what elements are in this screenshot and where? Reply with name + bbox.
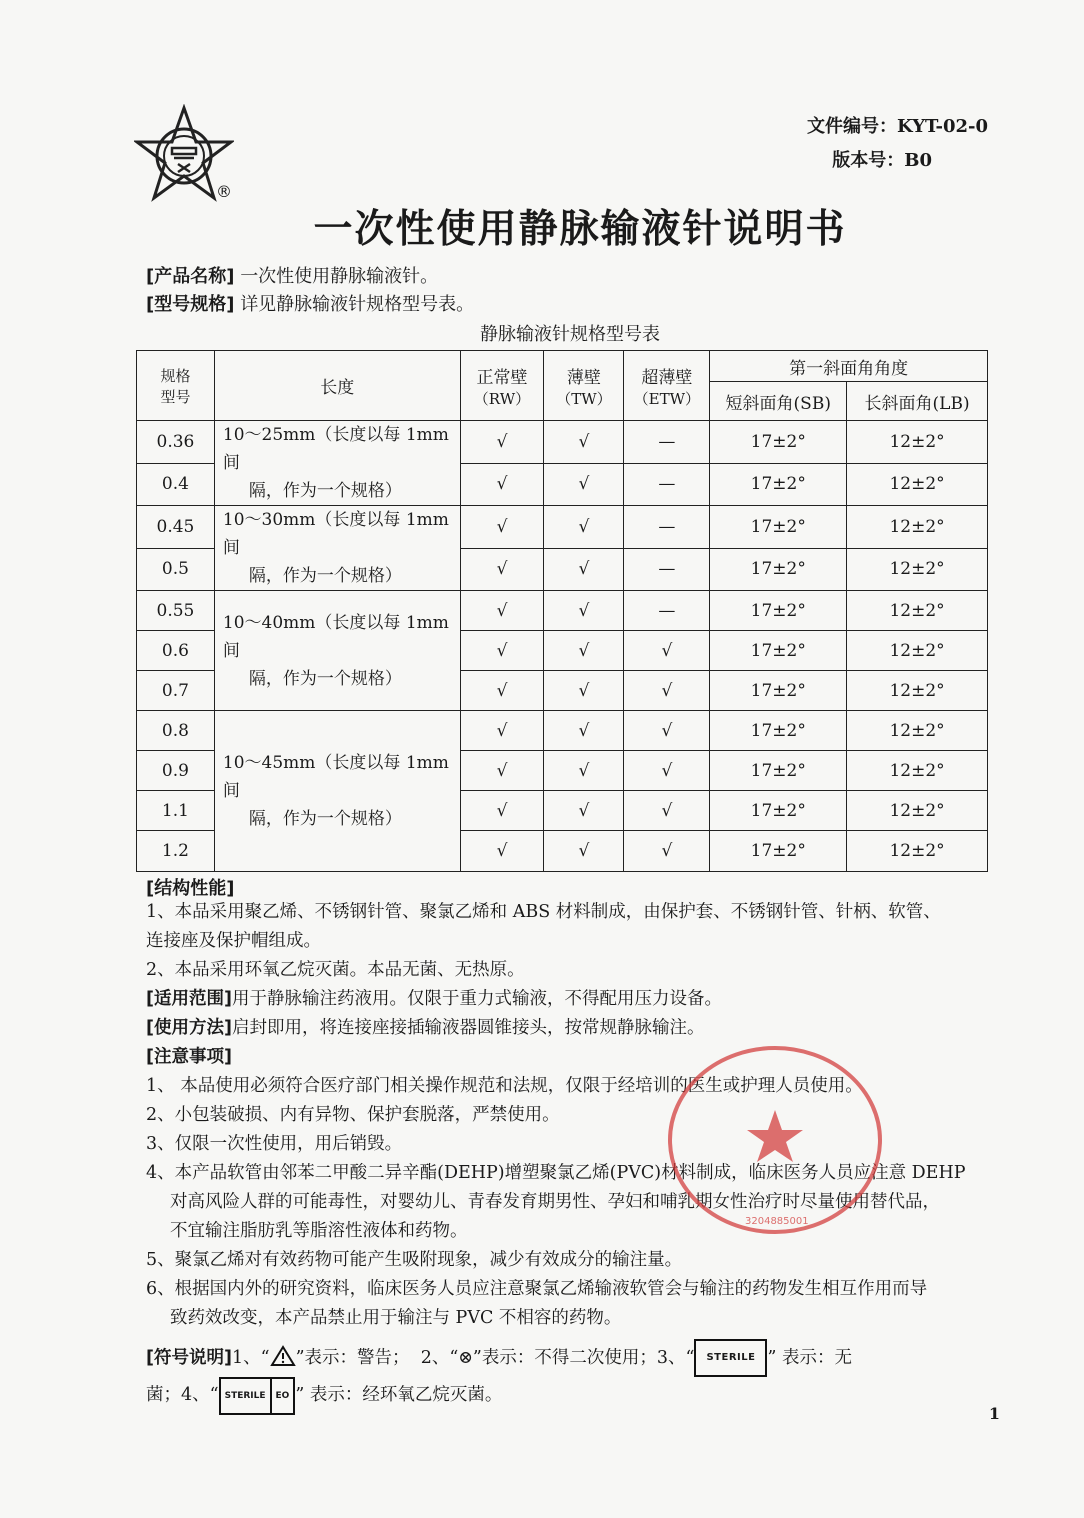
cell-rw: √ — [460, 548, 544, 591]
header-rw: 正常壁 （RW） — [460, 351, 544, 421]
cell-sb: 17±2° — [710, 751, 847, 791]
table-row — [137, 711, 988, 751]
header-length: 长度 — [214, 351, 460, 421]
cell-tw: √ — [544, 463, 624, 506]
structure-item-1-line-1: 1、本品采用聚乙烯、不锈钢针管、聚氯乙烯和 ABS 材料制成，由保护套、不锈钢针管、针柄、软管、 — [146, 902, 941, 922]
cell-tw: √ — [544, 791, 624, 831]
cell-etw: — — [624, 548, 710, 591]
header-sb: 短斜面角(SB) — [710, 382, 847, 421]
warning-triangle-icon — [270, 1345, 296, 1367]
cell-length: 10～40mm（长度以每 1mm 间 隔，作为一个规格） — [214, 591, 460, 711]
cell-tw: √ — [544, 711, 624, 751]
caution-item-4-line-3: 不宜输注脂肪乳等脂溶性液体和药物。 — [170, 1221, 468, 1241]
cell-tw: √ — [544, 671, 624, 711]
page-title: 一次性使用静脉输液针说明书 — [313, 207, 847, 252]
cell-rw: √ — [460, 711, 544, 751]
cell-tw: √ — [544, 506, 624, 549]
header-tw: 薄壁 （TW） — [544, 351, 624, 421]
caution-item-3: 3、仅限一次性使用，用后销毁。 — [146, 1134, 403, 1154]
cell-spec: 0.45 — [137, 506, 215, 549]
cell-tw: √ — [544, 631, 624, 671]
caution-item-1: 1、 本品使用必须符合医疗部门相关操作规范和法规，仅限于经培训的医生或护理人员使用。 — [146, 1076, 863, 1096]
cell-lb: 12±2° — [847, 506, 988, 549]
version-number: 版本号：B0 — [832, 150, 932, 171]
header-spec: 规格 型号 — [137, 351, 215, 421]
cell-rw: √ — [460, 591, 544, 631]
cell-lb: 12±2° — [847, 831, 988, 872]
table-header-row — [137, 351, 988, 382]
structure-item-2: 2、本品采用环氧乙烷灭菌。本品无菌、无热原。 — [146, 960, 525, 980]
cell-tw: √ — [544, 421, 624, 464]
sterile-eo-symbol-icon: STERILE EO — [219, 1377, 296, 1415]
cell-length: 10～45mm（长度以每 1mm 间 隔，作为一个规格） — [214, 711, 460, 872]
cell-lb: 12±2° — [847, 711, 988, 751]
caution-item-2: 2、小包装破损、内有异物、保护套脱落，严禁使用。 — [146, 1105, 560, 1125]
sterile-symbol-icon: STERILE — [694, 1339, 767, 1377]
cell-spec: 1.2 — [137, 831, 215, 872]
cell-sb: 17±2° — [710, 463, 847, 506]
cell-sb: 17±2° — [710, 711, 847, 751]
caution-item-4-line-2: 对高风险人群的可能毒性，对婴幼儿、青春发育期男性、孕妇和哺乳期女性治疗时尽量使用替代品， — [170, 1192, 940, 1212]
cell-lb: 12±2° — [847, 631, 988, 671]
header-lb: 长斜面角(LB) — [847, 382, 988, 421]
product-name-label: [产品名称] — [146, 266, 235, 287]
cell-lb: 12±2° — [847, 751, 988, 791]
cell-etw: — — [624, 421, 710, 464]
scope-line: [适用范围]用于静脉输注药液用。仅限于重力式输液，不得配用压力设备。 — [146, 989, 722, 1009]
cell-sb: 17±2° — [710, 831, 847, 872]
product-name-value: 一次性使用静脉输液针。 — [240, 266, 439, 287]
usage-line: [使用方法]启封即用，将连接座接插输液器圆锥接头，按常规静脉输注。 — [146, 1018, 705, 1038]
cell-sb: 17±2° — [710, 506, 847, 549]
cell-spec: 0.7 — [137, 671, 215, 711]
cell-etw: √ — [624, 671, 710, 711]
cell-rw: √ — [460, 506, 544, 549]
cell-tw: √ — [544, 591, 624, 631]
seal-number: 3204885001 — [745, 1216, 809, 1227]
company-seal-stamp — [660, 1040, 890, 1240]
header-etw: 超薄壁 （ETW） — [624, 351, 710, 421]
symbols-line-2: 菌；4、“ STERILE EO ” 表示：经环氧乙烷灭菌。 — [146, 1377, 1012, 1415]
cell-etw: — — [624, 506, 710, 549]
table-row — [137, 421, 988, 464]
cell-etw: √ — [624, 631, 710, 671]
do-not-reuse-symbol: 2、“⊗”表示：不得二次使用； — [420, 1348, 657, 1368]
cell-etw: — — [624, 463, 710, 506]
cell-tw: √ — [544, 548, 624, 591]
cell-spec: 0.36 — [137, 421, 215, 464]
symbols-line-1: [符号说明]1、“ ”表示：警告； 2、“⊗”表示：不得二次使用；3、“ STERILE ” 表示：无 — [146, 1339, 1012, 1377]
cell-length: 10～30mm（长度以每 1mm 间 隔，作为一个规格） — [214, 506, 460, 591]
cell-spec: 0.8 — [137, 711, 215, 751]
model-field — [146, 290, 474, 316]
page-number: 1 — [988, 1404, 1000, 1423]
cell-spec: 0.6 — [137, 631, 215, 671]
cell-tw: √ — [544, 831, 624, 872]
cell-lb: 12±2° — [847, 671, 988, 711]
cell-length: 10～25mm（长度以每 1mm 间 隔，作为一个规格） — [214, 421, 460, 506]
cell-rw: √ — [460, 751, 544, 791]
cell-rw: √ — [460, 463, 544, 506]
structure-heading: [结构性能] — [146, 878, 235, 899]
cell-etw: — — [624, 591, 710, 631]
registered-mark: ® — [216, 182, 232, 201]
doc-number: 文件编号：KYT-02-0 — [807, 116, 988, 137]
cell-spec: 0.5 — [137, 548, 215, 591]
cell-lb: 12±2° — [847, 421, 988, 464]
spec-table — [136, 350, 988, 872]
cell-etw: √ — [624, 791, 710, 831]
table-row — [137, 506, 988, 549]
cell-spec: 0.55 — [137, 591, 215, 631]
cell-spec: 0.9 — [137, 751, 215, 791]
cell-sb: 17±2° — [710, 631, 847, 671]
cell-etw: √ — [624, 711, 710, 751]
product-name-field — [146, 262, 438, 288]
structure-item-1-line-2: 连接座及保护帽组成。 — [146, 931, 321, 951]
cell-rw: √ — [460, 671, 544, 711]
cell-tw: √ — [544, 751, 624, 791]
cell-etw: √ — [624, 751, 710, 791]
cautions-heading: [注意事项] — [146, 1047, 232, 1067]
cell-sb: 17±2° — [710, 791, 847, 831]
caution-item-5: 5、聚氯乙烯对有效药物可能产生吸附现象，减少有效成分的输注量。 — [146, 1250, 683, 1270]
cell-spec: 0.4 — [137, 463, 215, 506]
caution-item-4-line-1: 4、本产品软管由邻苯二甲酸二异辛酯(DEHP)增塑聚氯乙烯(PVC)材料制成，临床医务人员应注意 DEHP — [146, 1163, 966, 1183]
cell-sb: 17±2° — [710, 421, 847, 464]
table-row — [137, 591, 988, 631]
caution-item-6-line-2: 致药效改变，本产品禁止用于输注与 PVC 不相容的药物。 — [170, 1308, 622, 1328]
cell-spec: 1.1 — [137, 791, 215, 831]
cell-lb: 12±2° — [847, 463, 988, 506]
cell-lb: 12±2° — [847, 548, 988, 591]
cell-lb: 12±2° — [847, 791, 988, 831]
cell-sb: 17±2° — [710, 548, 847, 591]
cell-etw: √ — [624, 831, 710, 872]
cell-rw: √ — [460, 631, 544, 671]
cell-rw: √ — [460, 421, 544, 464]
cell-sb: 17±2° — [710, 591, 847, 631]
cell-sb: 17±2° — [710, 671, 847, 711]
cell-rw: √ — [460, 831, 544, 872]
header-bevel: 第一斜面角角度 — [710, 351, 988, 382]
model-value: 详见静脉输液针规格型号表。 — [240, 294, 475, 315]
table-caption: 静脉输液针规格型号表 — [480, 324, 660, 345]
caution-item-6-line-1: 6、根据国内外的研究资料，临床医务人员应注意聚氯乙烯输液软管会与输注的药物发生相互作用而导 — [146, 1279, 928, 1299]
model-label: [型号规格] — [146, 294, 235, 315]
cell-rw: √ — [460, 791, 544, 831]
cell-lb: 12±2° — [847, 591, 988, 631]
